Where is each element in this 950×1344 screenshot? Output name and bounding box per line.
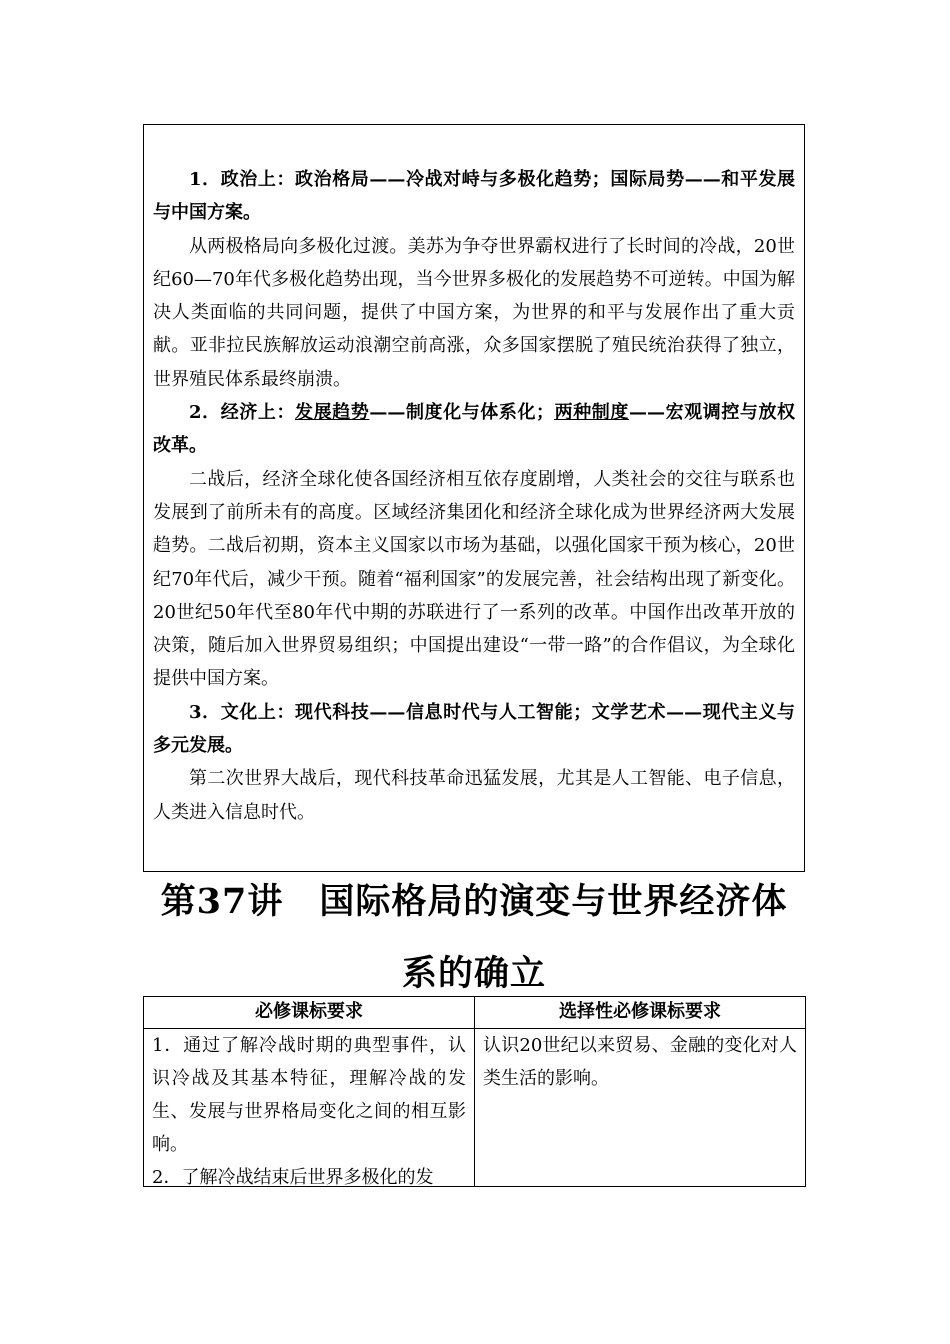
header-elective: 选择性必修课标要求 [475, 997, 806, 1029]
heading-economy: 2．经济上：发展趋势——制度化与体系化；两种制度——宏观调控与放权改革。 [153, 402, 796, 457]
required-item-2: 2．了解冷战结束后世界多极化的发 [152, 1167, 434, 1186]
header-required: 必修课标要求 [144, 997, 475, 1029]
elective-item: 认识20世纪以来贸易、金融的变化对人类生活的影响。 [483, 1035, 797, 1089]
body-politics: 从两极格局向多极化过渡。美苏为争夺世界霸权进行了长时间的冷战，20世纪60—70年代多极化趋势出现，当今世界多极化的发展趋势不可逆转。中国为解决人类面临的共同问题，提供了中国方案，为世界的和平与发展作出了重大贡献。亚非拉民族解放运动浪潮空前高涨，众多国家摆脱了殖民统治获得了独立，世界殖民体系最终崩溃。 [153, 235, 795, 390]
heading-politics: 1．政治上：政治格局——冷战对峙与多极化趋势；国际局势——和平发展与中国方案。 [153, 169, 796, 224]
table-header-row [144, 997, 806, 1029]
body-economy: 二战后，经济全球化使各国经济相互依存度剧增，人类社会的交往与联系也发展到了前所未有的高度。区域经济集团化和经济全球化成为世界经济两大发展趋势。二战后初期，资本主义国家以市场为基础，以强化国家干预为核心，20世纪70年代后，减少干预。随着“福利国家”的发展完善，社会结构出现了新变化。20世纪50年代至80年代中期的苏联进行了一系列的改革。中国作出改革开放的决策，随后加入世界贸易组织；中国提出建设“一带一路”的合作倡议，为全球化提供中国方案。 [153, 468, 795, 690]
required-item-1: 1．通过了解冷战时期的典型事件，认识冷战及其基本特征，理解冷战的发生、发展与世界格局变化之间的相互影响。 [152, 1035, 466, 1155]
heading-culture: 3．文化上：现代科技——信息时代与人工智能；文学艺术——现代主义与多元发展。 [153, 701, 796, 757]
requirements-table [143, 996, 806, 1187]
body-culture: 第二次世界大战后，现代科技革命迅猛发展，尤其是人工智能、电子信息，人类进入信息时代。 [153, 768, 795, 823]
table-row [144, 1029, 806, 1187]
required-cell [144, 1029, 475, 1187]
summary-box [143, 124, 805, 872]
lecture-title: 第37讲 国际格局的演变与世界经济体系的确立 [160, 881, 788, 994]
elective-cell [475, 1029, 806, 1187]
summary-content [153, 163, 795, 829]
